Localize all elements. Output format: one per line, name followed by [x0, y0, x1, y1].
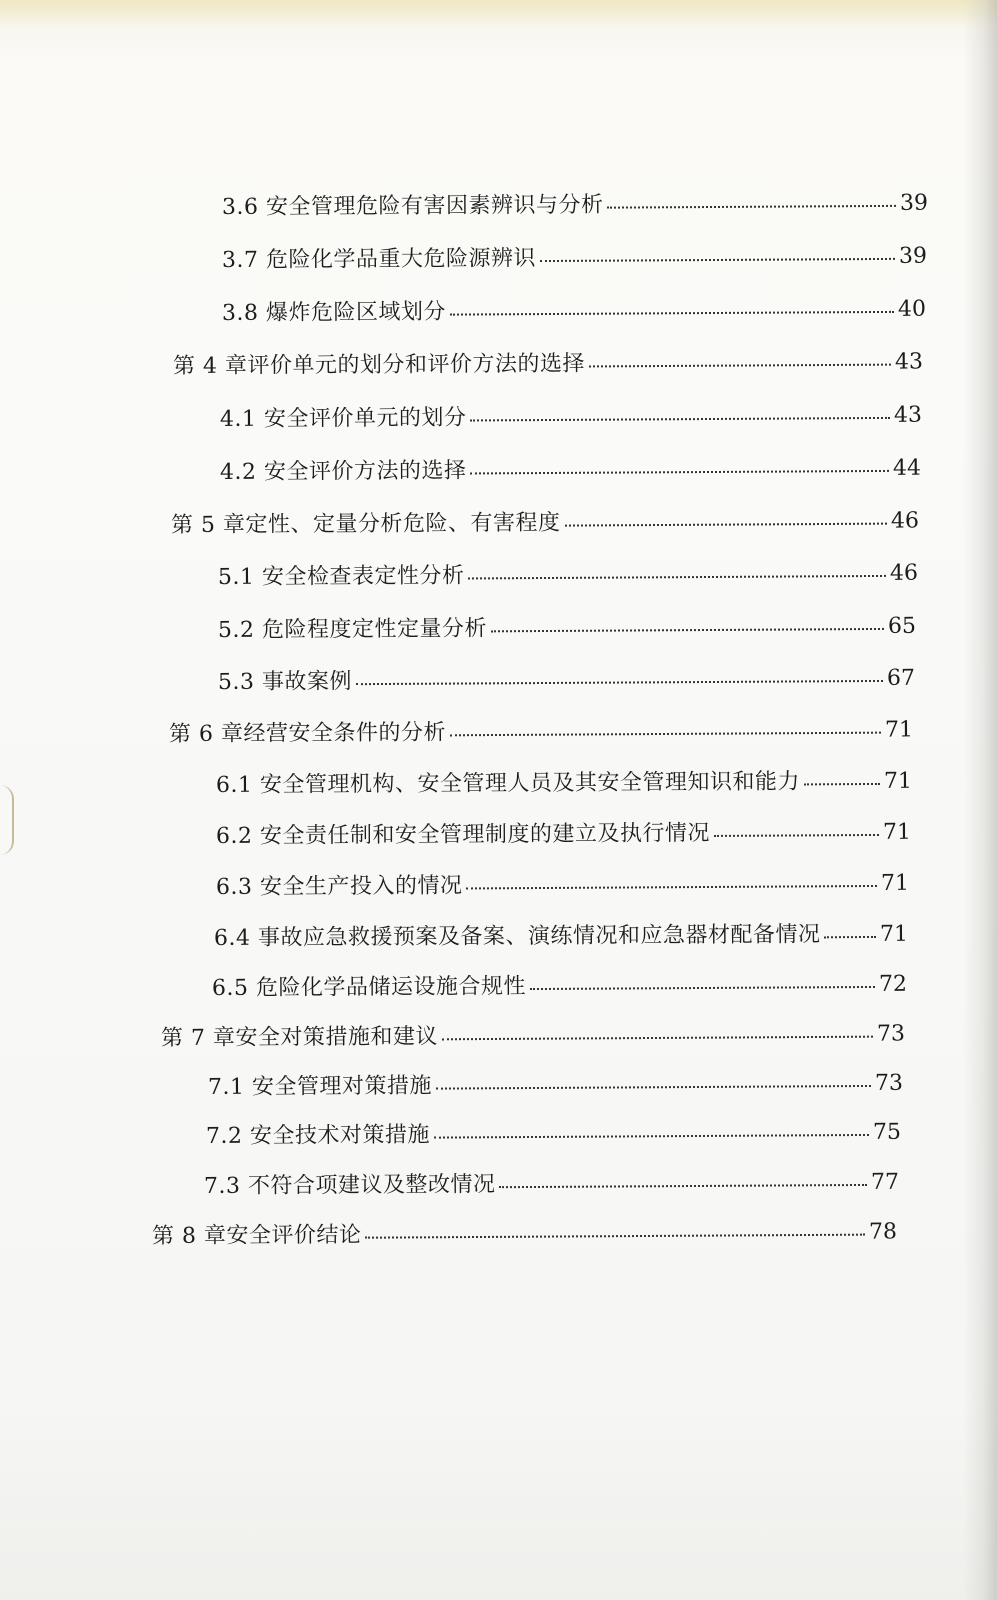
toc-entry-page: 43 [893, 402, 923, 428]
toc-entry-page: 75 [872, 1119, 902, 1145]
toc-entry-title: 6.3 安全生产投入的情况 [215, 873, 463, 900]
toc-entry-page: 77 [870, 1169, 900, 1195]
toc-dot-leader [540, 258, 895, 262]
toc-entry-chapter-5[interactable] [171, 506, 919, 541]
toc-entry-page: 44 [892, 455, 922, 481]
toc-entry-7-1[interactable] [208, 1069, 903, 1103]
toc-dot-leader [499, 1184, 867, 1188]
toc-dot-leader [470, 417, 890, 422]
toc-entry-page: 71 [883, 768, 913, 794]
toc-entry-chapter-8[interactable] [152, 1217, 897, 1252]
toc-dot-leader [607, 205, 896, 209]
toc-dot-leader [714, 834, 879, 837]
toc-dot-leader [530, 986, 875, 990]
toc-entry-page: 71 [882, 819, 912, 845]
toc-entry-4-2[interactable] [220, 454, 921, 488]
toc-entry-title: 4.1 安全评价单元的划分 [219, 405, 467, 432]
toc-entry-page: 73 [876, 1021, 906, 1047]
toc-entry-page: 46 [889, 560, 919, 586]
toc-entry-7-3[interactable] [204, 1168, 899, 1202]
toc-entry-title: 6.5 危险化学品储运设施合规性 [211, 974, 527, 1001]
toc-entry-5-3[interactable] [218, 664, 915, 698]
toc-entry-title: 第 4 章评价单元的划分和评价方法的选择 [172, 351, 586, 379]
toc-entry-page: 65 [887, 613, 917, 639]
toc-dot-leader [450, 732, 881, 737]
toc-entry-page: 71 [880, 870, 910, 896]
toc-dot-leader [824, 936, 876, 938]
toc-entry-title: 6.1 安全管理机构、安全管理人员及其安全管理知识和能力 [215, 769, 801, 798]
toc-entry-title: 5.2 危险程度定性定量分析 [217, 616, 488, 643]
toc-entry-title: 第 7 章安全对策措施和建议 [160, 1024, 439, 1051]
toc-entry-3-7[interactable] [222, 242, 927, 276]
toc-dot-leader [356, 680, 883, 685]
toc-dot-leader [804, 783, 880, 785]
toc-entry-6-4[interactable] [214, 920, 908, 954]
toc-entry-page: 40 [897, 296, 927, 322]
toc-entry-title: 3.8 爆炸危险区域划分 [221, 299, 447, 326]
toc-entry-3-6[interactable] [222, 189, 928, 223]
toc-dot-leader [450, 311, 894, 316]
toc-entry-page: 78 [868, 1219, 898, 1245]
toc-entry-page: 71 [884, 717, 914, 743]
toc-entry-chapter-6[interactable] [169, 715, 913, 750]
toc-entry-6-5[interactable] [212, 970, 907, 1004]
toc-dot-leader [466, 885, 877, 890]
toc-entry-title: 4.2 安全评价方法的选择 [219, 458, 467, 485]
toc-entry-5-2[interactable] [218, 612, 916, 646]
toc-entry-page: 67 [886, 665, 916, 691]
toc-entry-7-2[interactable] [206, 1118, 901, 1152]
toc-entry-chapter-4[interactable] [173, 347, 923, 382]
toc-entry-title: 第 8 章安全评价结论 [151, 1222, 362, 1249]
toc-entry-page: 73 [874, 1070, 904, 1096]
toc-entry-title: 7.3 不符合项建议及整改情况 [203, 1172, 496, 1199]
toc-entry-title: 3.6 安全管理危险有害因素辨识与分析 [221, 192, 604, 220]
toc-entry-title: 5.1 安全检查表定性分析 [217, 563, 465, 590]
toc-entry-title: 3.7 危险化学品重大危险源辨识 [221, 246, 537, 273]
toc-entry-6-1[interactable] [216, 767, 912, 801]
toc-dot-leader [468, 575, 886, 580]
toc-entry-page: 71 [879, 921, 909, 947]
toc-dot-leader [442, 1036, 873, 1041]
toc-entry-title: 第 5 章定性、定量分析危险、有害程度 [170, 510, 561, 538]
toc-dot-leader [491, 628, 884, 632]
toc-entry-title: 5.3 事故案例 [217, 669, 353, 695]
toc-entry-title: 6.4 事故应急救援预案及备案、演练情况和应急器材配备情况 [213, 922, 821, 951]
toc-entry-3-8[interactable] [222, 295, 926, 329]
toc-entry-title: 7.2 安全技术对策措施 [205, 1122, 431, 1149]
toc-entry-5-1[interactable] [218, 559, 918, 593]
toc-entry-6-3[interactable] [216, 869, 909, 903]
toc-entry-page: 39 [899, 190, 929, 216]
toc-dot-leader [470, 470, 889, 475]
toc-dot-leader [434, 1134, 869, 1139]
toc-entry-title: 第 6 章经营安全条件的分析 [168, 720, 447, 747]
toc-entry-4-1[interactable] [220, 401, 922, 435]
toc-dot-leader [365, 1234, 865, 1239]
toc-entry-6-2[interactable] [216, 818, 911, 852]
toc-entry-page: 43 [894, 349, 924, 375]
toc-entry-page: 46 [890, 508, 920, 534]
toc-entry-page: 72 [878, 971, 908, 997]
toc-entry-title: 6.2 安全责任制和安全管理制度的建立及执行情况 [215, 820, 711, 849]
toc-dot-leader [589, 364, 891, 368]
toc-entry-chapter-7[interactable] [161, 1019, 905, 1054]
toc-entry-title: 7.1 安全管理对策措施 [207, 1073, 433, 1100]
toc-dot-leader [436, 1085, 871, 1090]
toc-dot-leader [564, 523, 887, 527]
toc-entry-page: 39 [898, 243, 928, 269]
